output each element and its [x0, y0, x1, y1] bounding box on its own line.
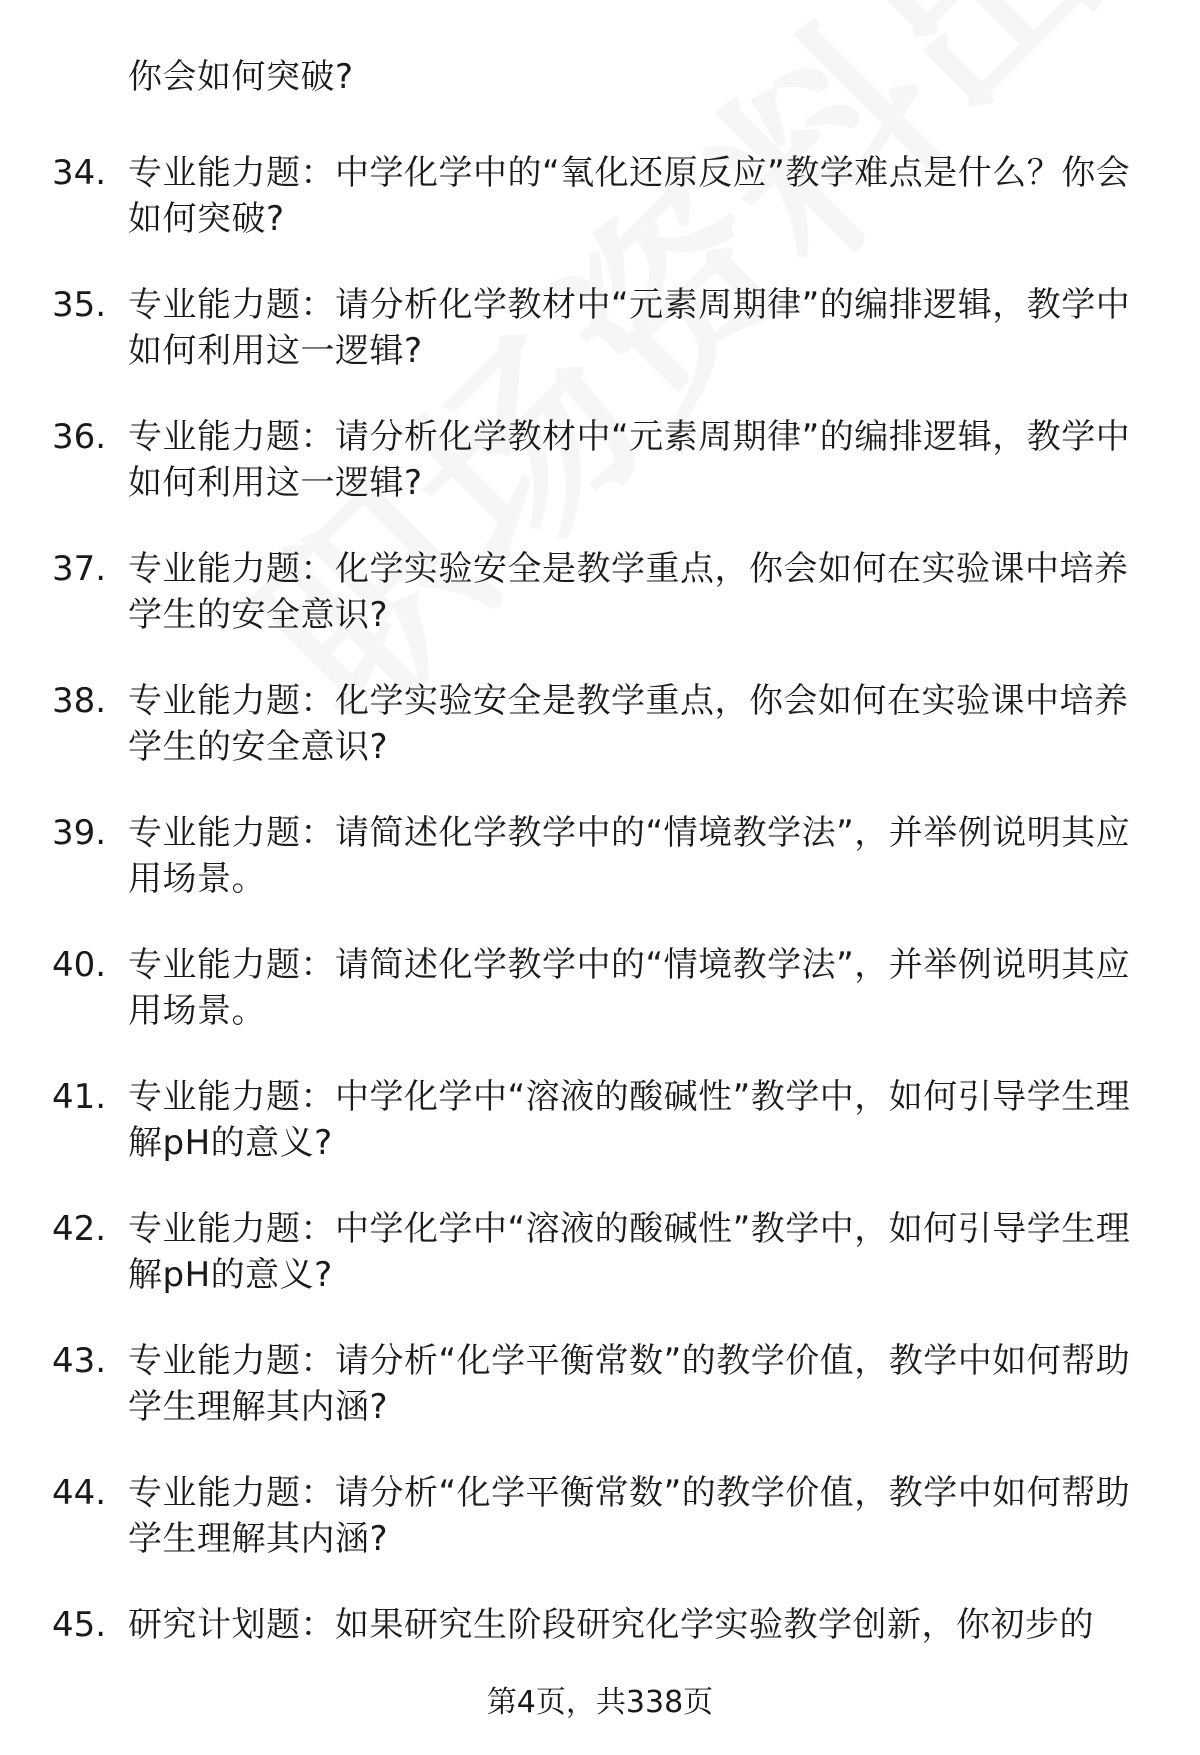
- question-text: 专业能力题：中学化学中“溶液的酸碱性”教学中，如何引导学生理解pH的意义?: [128, 1209, 1131, 1295]
- list-item: [0, 282, 1200, 414]
- question-text: 专业能力题：中学化学中的“氧化还原反应”教学难点是什么？你会如何突破?: [128, 153, 1131, 239]
- list-item: [0, 1470, 1200, 1602]
- question-number: 35.: [52, 285, 107, 325]
- question-text: 专业能力题：请分析“化学平衡常数”的教学价值，教学中如何帮助学生理解其内涵?: [128, 1341, 1131, 1427]
- list-item: [0, 546, 1200, 678]
- question-number: 36.: [52, 417, 107, 457]
- question-text: 研究计划题：如果研究生阶段研究化学实验教学创新，你初步的: [128, 1605, 1094, 1645]
- question-number: 42.: [52, 1209, 107, 1249]
- question-text: 专业能力题：请简述化学教学中的“情境教学法”，并举例说明其应用场景。: [128, 945, 1131, 1031]
- question-text: 专业能力题：请简述化学教学中的“情境教学法”，并举例说明其应用场景。: [128, 813, 1131, 899]
- list-item: [0, 1338, 1200, 1470]
- question-number: 44.: [52, 1473, 107, 1513]
- question-text: 专业能力题：请分析化学教材中“元素周期律”的编排逻辑，教学中如何利用这一逻辑?: [128, 417, 1131, 503]
- page-number-footer: 第4页，共338页: [486, 1685, 714, 1720]
- list-item: [0, 810, 1200, 942]
- question-number: 34.: [52, 153, 107, 193]
- question-text: 专业能力题：中学化学中“溶液的酸碱性”教学中，如何引导学生理解pH的意义?: [128, 1077, 1131, 1163]
- list-item: [0, 414, 1200, 546]
- question-text: 专业能力题：化学实验安全是教学重点，你会如何在实验课中培养学生的安全意识?: [128, 549, 1129, 635]
- list-item: [0, 1074, 1200, 1206]
- question-number: 45.: [52, 1605, 107, 1645]
- question-number: 39.: [52, 813, 107, 853]
- list-item: [0, 1206, 1200, 1338]
- question-number: 37.: [52, 549, 107, 589]
- list-item: [0, 150, 1200, 282]
- question-list: [0, 150, 1200, 1734]
- question-number: 43.: [52, 1341, 107, 1381]
- question-text: 专业能力题：请分析化学教材中“元素周期律”的编排逻辑，教学中如何利用这一逻辑?: [128, 285, 1131, 371]
- list-item: [0, 678, 1200, 810]
- question-number: 40.: [52, 945, 107, 985]
- question-text: 专业能力题：化学实验安全是教学重点，你会如何在实验课中培养学生的安全意识?: [128, 681, 1129, 767]
- continued-question-text: 你会如何突破?: [128, 57, 354, 97]
- list-item: [0, 942, 1200, 1074]
- question-text: 专业能力题：请分析“化学平衡常数”的教学价值，教学中如何帮助学生理解其内涵?: [128, 1473, 1131, 1559]
- question-number: 41.: [52, 1077, 107, 1117]
- question-number: 38.: [52, 681, 107, 721]
